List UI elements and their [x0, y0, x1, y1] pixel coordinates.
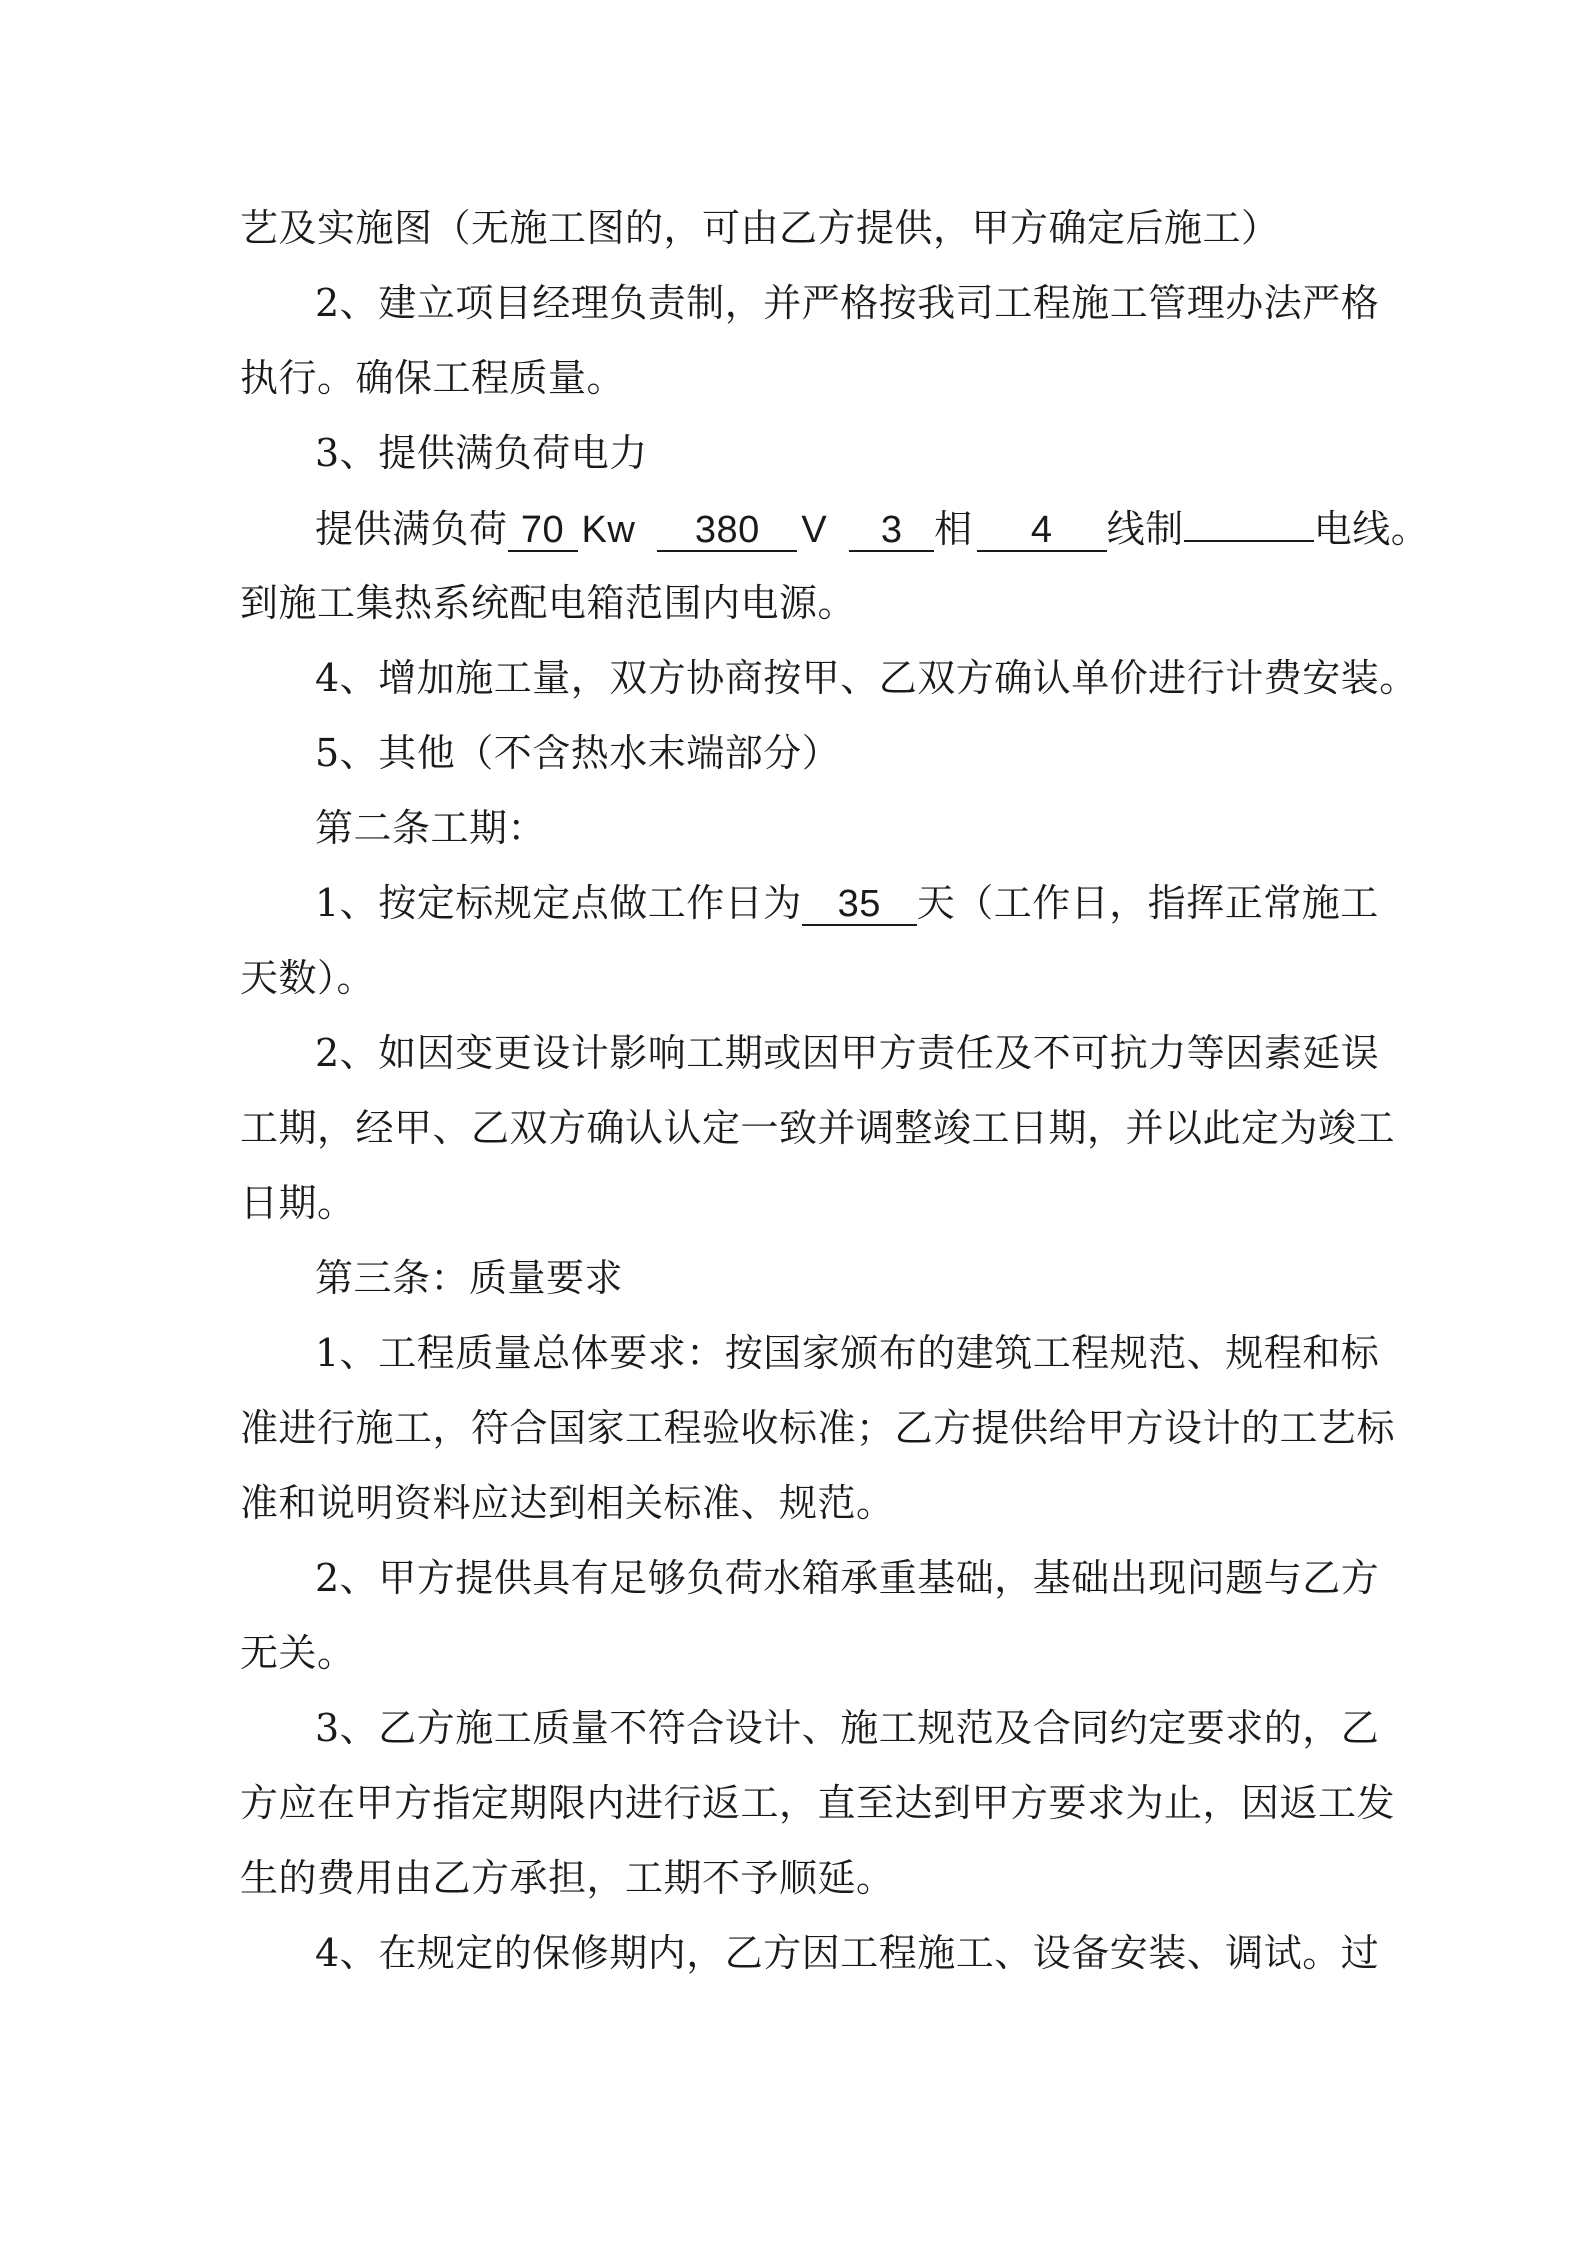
clause-number: 4、: [315, 656, 379, 700]
clause-item: [315, 1330, 1379, 1376]
wire-unit: 线制: [1106, 507, 1184, 551]
wire-value-field: 4: [977, 510, 1107, 552]
phase-unit: 相: [934, 507, 973, 551]
clause-number: 2、: [315, 1556, 379, 1600]
clause-text: 提供满负荷电力: [378, 431, 648, 475]
clause-text: 建立项目经理负责制，并严格按我司工程施工管理办法严格: [378, 281, 1380, 325]
paragraph-line: 日期。: [240, 1181, 356, 1225]
article-number: 第三条: [315, 1256, 431, 1300]
clause-number: 2、: [315, 1031, 379, 1075]
volt-value-field: 380: [657, 510, 797, 552]
paragraph-line: 工期，经甲、乙双方确认认定一致并调整竣工日期，并以此定为竣工: [240, 1106, 1396, 1150]
clause-number: 1、: [315, 1331, 379, 1375]
paragraph-line: 准进行施工，符合国家工程验收标准；乙方提供给甲方设计的工艺标: [240, 1406, 1396, 1450]
clause-item: [315, 1555, 1379, 1601]
paragraph-line: 到施工集热系统配电箱范围内电源。: [240, 581, 857, 625]
article-heading: [315, 805, 546, 851]
clause-item: [315, 430, 648, 476]
clause-number: 4、: [315, 1931, 379, 1975]
clause-number: 3、: [315, 1706, 379, 1750]
paragraph-line: 无关。: [240, 1631, 356, 1675]
clause-text: 工程质量总体要求：按国家颁布的建筑工程规范、规程和标: [378, 1331, 1380, 1375]
paragraph-line: 执行。确保工程质量。: [240, 356, 626, 400]
article-heading: [315, 1255, 623, 1301]
clause-item: [315, 1930, 1379, 1976]
clause-text: 甲方提供具有足够负荷水箱承重基础，基础出现问题与乙方: [378, 1556, 1380, 1600]
clause-item: [315, 655, 1418, 701]
kw-unit: Kw: [581, 509, 636, 551]
clause-text: 按定标规定点做工作日为: [378, 881, 802, 925]
clause-number: 3、: [315, 431, 379, 475]
clause-text: 其他（不含热水末端部分）: [378, 731, 841, 775]
phase-value-field: 3: [849, 510, 934, 552]
paragraph-line: 准和说明资料应达到相关标准、规范。: [240, 1481, 895, 1525]
clause-item: [315, 280, 1379, 326]
power-prefix: 提供满负荷: [315, 507, 508, 551]
clause-text: 在规定的保修期内，乙方因工程施工、设备安装、调试。过: [378, 1931, 1380, 1975]
article-title: 工期：: [430, 806, 547, 850]
paragraph-line: 方应在甲方指定期限内进行返工，直至达到甲方要求为止，因返工发: [240, 1781, 1396, 1825]
clause-item: [315, 730, 840, 776]
paragraph-line: 天数）。: [240, 956, 376, 1000]
cable-value-field: [1184, 540, 1314, 542]
clause-text: 增加施工量，双方协商按甲、乙双方确认单价进行计费安装。: [378, 656, 1418, 700]
clause-text: 天（工作日，指挥正常施工: [916, 881, 1379, 925]
volt-unit: V: [801, 509, 828, 551]
clause-number: 1、: [315, 881, 379, 925]
clause-text: 乙方施工质量不符合设计、施工规范及合同约定要求的，乙: [378, 1706, 1380, 1750]
paragraph-line: 艺及实施图（无施工图的，可由乙方提供，甲方确定后施工）: [240, 206, 1280, 250]
kw-value-field: 70: [508, 510, 578, 552]
article-title: ：质量要求: [430, 1256, 624, 1300]
clause-number: 2、: [315, 281, 379, 325]
paragraph-line: 生的费用由乙方承担，工期不予顺延。: [240, 1856, 895, 1900]
clause-item: [315, 1705, 1379, 1751]
clause-number: 5、: [315, 731, 379, 775]
workdays-value-field: 35: [802, 884, 917, 926]
clause-item: [315, 1030, 1379, 1076]
clause-text: 如因变更设计影响工期或因甲方责任及不可抗力等因素延误: [378, 1031, 1380, 1075]
clause-item: [315, 880, 1379, 926]
cable-unit: 电线。: [1313, 507, 1430, 551]
article-number: 第二条: [315, 806, 431, 850]
power-spec-line: [315, 506, 1429, 553]
